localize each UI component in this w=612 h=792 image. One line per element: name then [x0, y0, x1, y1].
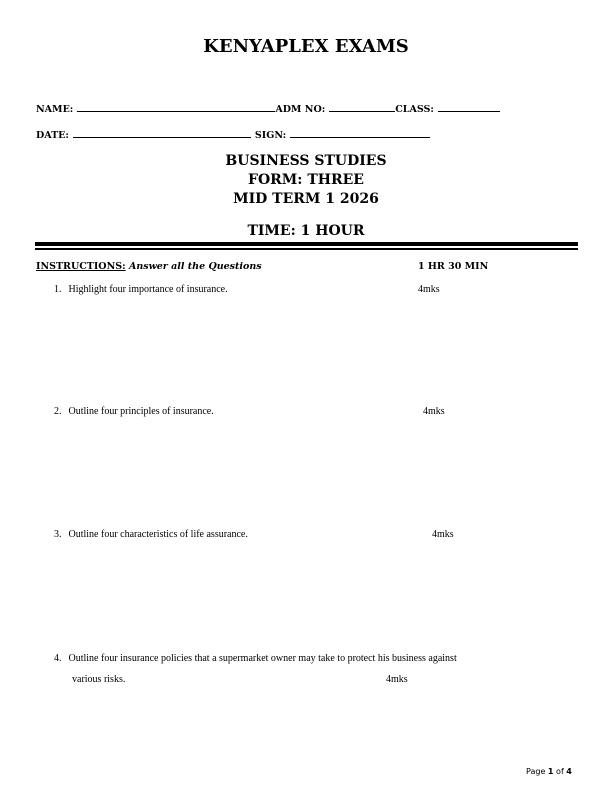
question-1-marks: 4mks: [418, 284, 440, 295]
date-blank[interactable]: [73, 128, 251, 138]
adm-label: ADM NO:: [275, 104, 326, 115]
sign-blank[interactable]: [290, 128, 430, 138]
question-number: 4.: [54, 653, 62, 664]
subject: BUSINESS STUDIES: [225, 153, 387, 169]
question-4-marks: 4mks: [386, 674, 408, 685]
page-current: 1: [547, 767, 554, 776]
page-of: of: [553, 767, 567, 776]
instructions-text: Answer all the Questions: [128, 261, 262, 272]
question-3: [54, 529, 248, 540]
question-1: [54, 284, 228, 295]
question-number: 1.: [54, 284, 62, 295]
question-2-marks: 4mks: [423, 406, 445, 417]
time: TIME: 1 HOUR: [247, 223, 365, 239]
adm-blank[interactable]: [329, 102, 395, 112]
page-prefix: Page: [526, 767, 548, 776]
question-text: Highlight four importance of insurance.: [68, 284, 228, 295]
question-3-marks: 4mks: [432, 529, 454, 540]
class-label: CLASS:: [395, 104, 434, 115]
divider-thin: [35, 248, 578, 250]
question-number: 3.: [54, 529, 62, 540]
exam-title: KENYAPLEX EXAMS: [203, 36, 409, 57]
sign-label: SIGN:: [254, 130, 287, 141]
date-label: DATE:: [36, 130, 69, 141]
page-total: 4: [566, 767, 572, 776]
question-text: Outline four principles of insurance.: [68, 406, 214, 417]
name-blank[interactable]: [77, 102, 275, 112]
question-4: [54, 653, 457, 664]
duration: 1 HR 30 MIN: [418, 261, 489, 272]
question-text: Outline four insurance policies that a supermarket owner may take to protect his business against: [68, 653, 457, 664]
instructions: [36, 261, 262, 272]
divider-thick: [35, 242, 578, 246]
term: MID TERM 1 2026: [233, 191, 379, 207]
question-4-continued: various risks.: [72, 674, 126, 685]
page-number: [526, 767, 572, 776]
name-label: NAME:: [36, 104, 74, 115]
question-number: 2.: [54, 406, 62, 417]
question-2: [54, 406, 214, 417]
name-row: [36, 102, 500, 115]
question-text: Outline four characteristics of life assurance.: [68, 529, 248, 540]
instructions-label: INSTRUCTIONS:: [36, 261, 126, 272]
class-blank[interactable]: [438, 102, 500, 112]
form: FORM: THREE: [248, 172, 364, 188]
date-row: [36, 128, 430, 141]
